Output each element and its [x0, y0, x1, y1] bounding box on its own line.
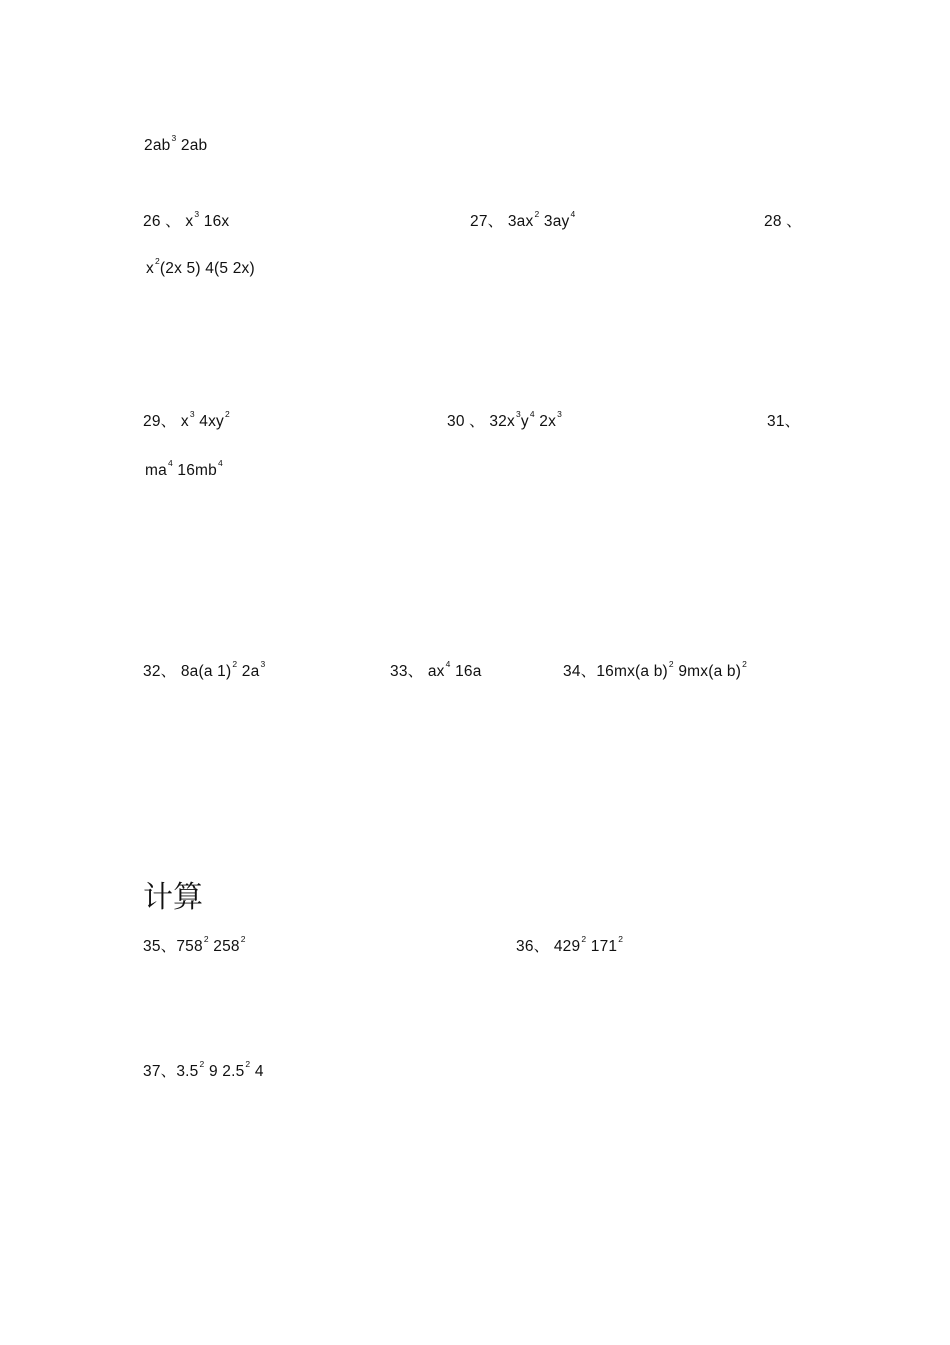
problem-32: 32、 8a(a 1)$^2$ $2a^3$	[143, 658, 266, 680]
problem-31-body: $ma^4$ $16mb^4$	[145, 458, 223, 480]
problem-28-body: $x^2(2x$ 5) 4(5 2x)	[146, 256, 255, 278]
problem-31-label: 31、	[767, 413, 801, 430]
problem-28-label: 28 、	[764, 213, 802, 230]
problem-27: 27、 $3ax^2$ $3ay^4$	[470, 208, 576, 230]
problem-33: 33、 $ax^4$ 16a	[390, 658, 482, 680]
problem-26: 26 、 $x^3$ 16x	[143, 208, 230, 230]
problem-37: 37、$3.5^2$ 9 $2.5^2$ 4	[143, 1058, 264, 1080]
problem-25-continuation: $2ab^3$ 2ab	[144, 133, 208, 155]
problem-36: 36、 $429^2$ $171^2$	[516, 933, 624, 955]
problem-30: 30 、 $32x^3y^4$ $2x^3$	[447, 408, 562, 430]
section-heading: 计算	[143, 880, 203, 915]
problem-29: 29、 $x^3$ $4xy^2$	[143, 408, 230, 430]
problem-34: 34、16mx(a b)$^2$ 9mx(a b)$^2$	[563, 658, 748, 680]
problem-35: 35、$758^2$ $258^2$	[143, 933, 246, 955]
